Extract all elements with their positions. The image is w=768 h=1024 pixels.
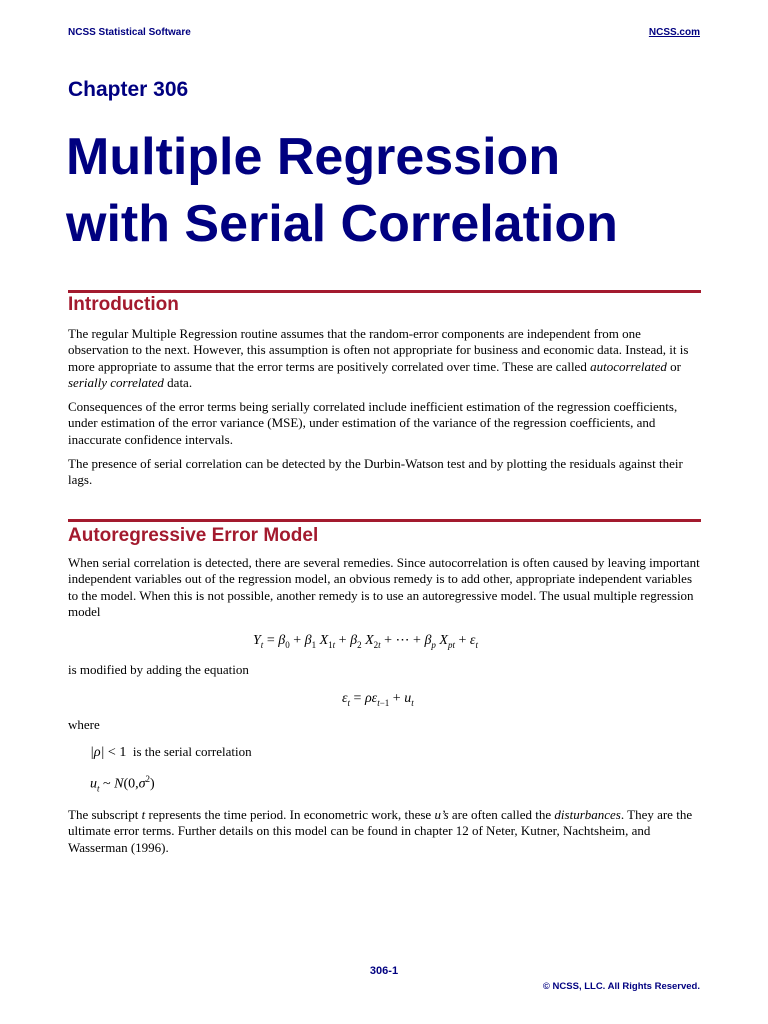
- condition-rho-text: is the serial correlation: [132, 744, 252, 759]
- ar-p4-disturbances: disturbances: [554, 807, 621, 822]
- page-title: [66, 124, 726, 258]
- section-heading-autoregressive: Autoregressive Error Model: [68, 525, 319, 546]
- header-website-link[interactable]: NCSS.com: [648, 27, 700, 38]
- section-divider: [68, 290, 701, 293]
- ar-paragraph-2: is modified by adding the equation: [68, 662, 249, 677]
- equation-regression-model: $Y_t = \beta_0 + \beta_1$ $X_{1t} + \beta_2$ $X_{2t}$ + ⋯ + $\beta_p$ $X_{pt} + \varepsilon_t$: [253, 633, 478, 650]
- copyright-notice: © NCSS, LLC. All Rights Reserved.: [542, 981, 700, 992]
- intro-p1-emphasis-2: serially correlated: [68, 375, 164, 391]
- ar-p4-text-d: . They are the ultimate error terms. Further details on this model can be found in chapter 12 of Neter, Kutner, Nachtsheim, and Wasserman (1996).: [68, 807, 693, 855]
- chapter-number: Chapter 306: [68, 78, 189, 101]
- title-line-2: with Serial Correlation: [66, 195, 618, 253]
- title-line-1: Multiple Regression: [66, 128, 561, 186]
- condition-rho: [90, 744, 490, 761]
- header-software-name: NCSS Statistical Software: [68, 27, 191, 38]
- ar-p4-text-b: represents the time period. In econometric work, these: [145, 807, 435, 822]
- ar-p4-u: u’s: [434, 807, 449, 822]
- intro-p1-emphasis-1: autocorrelated: [590, 358, 667, 374]
- intro-paragraph-3: The presence of serial correlation can be detected by the Durbin-Watson test and by plotting the residuals against their lags.: [68, 456, 683, 488]
- ar-p4-text-a: The subscript: [68, 807, 142, 822]
- section-heading-introduction: Introduction: [68, 294, 179, 315]
- equation-error-term: $\varepsilon_t = \rho\varepsilon_{t-1} + u_t$: [342, 691, 414, 708]
- ar-paragraph-1: When serial correlation is detected, there are several remedies. Since autocorrelation is often caused by leaving important independent variables out of the regression model, an obvious remedy is to add other, appropriate independent variables to the model. When this is not possible, another remedy is to use an autoregressive model. The usual multiple regression model: [68, 555, 700, 620]
- intro-p1-end: data.: [163, 375, 193, 391]
- intro-paragraph-1: [68, 326, 700, 392]
- ar-p4-t: t: [141, 807, 146, 822]
- page-number: 306-1: [369, 965, 399, 977]
- ar-p4-text-c: are often called the: [448, 807, 555, 822]
- condition-u-distribution: $u_t$ ~ $N(0,\sigma^2)$: [90, 774, 155, 794]
- ar-paragraph-4: [68, 807, 700, 856]
- intro-p1-text: The regular Multiple Regression routine assumes that the random-error components are independent from one observation to the next. However, this assumption is often not appropriate for business and economic data. Instead, it is more appropriate to assume that the error terms are positively correlated over time. These are called: [68, 326, 689, 374]
- rho-abs-expression: |ρ| < 1: [90, 745, 127, 760]
- ar-paragraph-3: where: [68, 717, 100, 732]
- intro-paragraph-2: Consequences of the error terms being serially correlated include inefficient estimation of the regression coefficients, under estimation of the error variance (MSE), under estimation of the variance of the regression coefficients, and inaccurate confidence intervals.: [68, 399, 678, 447]
- intro-p1-or: or: [666, 358, 681, 374]
- section-divider: [68, 519, 701, 522]
